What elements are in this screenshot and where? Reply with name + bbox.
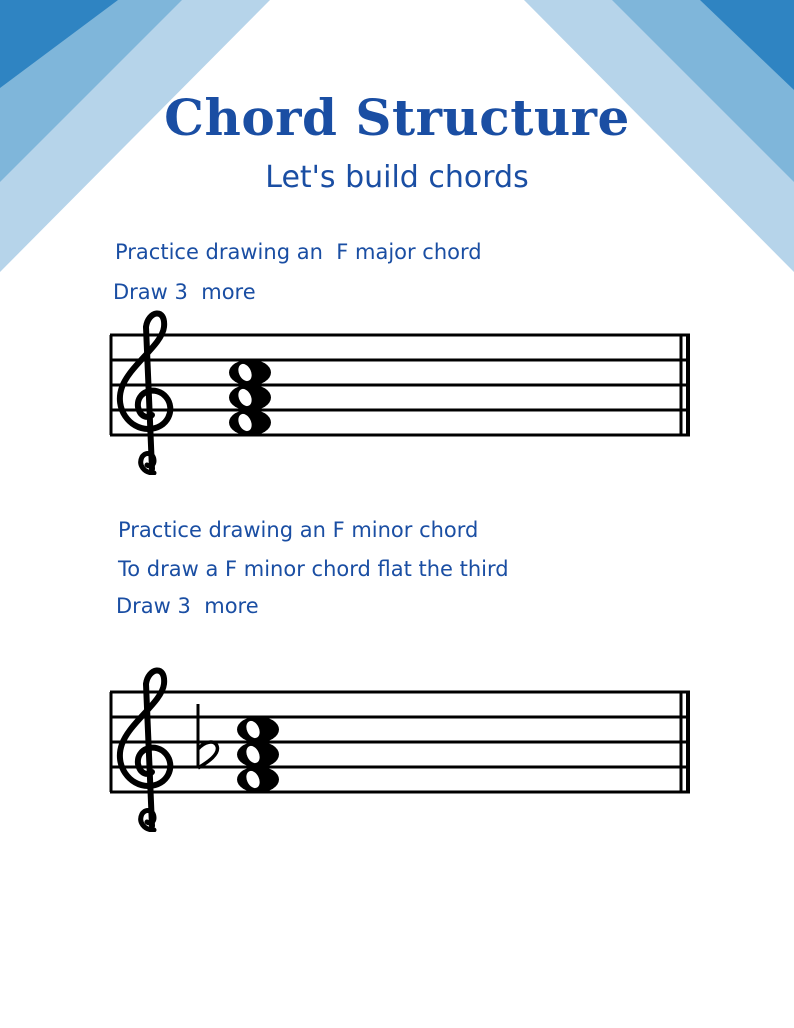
page-subtitle: Let's build chords — [265, 160, 529, 195]
minor-tip: To draw a F minor chord flat the third — [118, 557, 509, 581]
page-title: Chord Structure — [164, 88, 630, 147]
minor-instruction: Practice drawing an F minor chord — [118, 518, 479, 542]
major-instruction: Practice drawing an F major chord — [115, 240, 482, 264]
flat-accidental-icon — [198, 704, 217, 768]
treble-clef-icon — [120, 313, 170, 473]
minor-draw-more: Draw 3 more — [116, 594, 259, 618]
f-major-chord-notes — [229, 360, 271, 436]
minor-chord-staff — [100, 662, 700, 832]
treble-clef-icon — [120, 670, 170, 830]
major-draw-more: Draw 3 more — [113, 280, 256, 304]
major-chord-staff — [100, 305, 700, 475]
f-minor-chord-notes — [237, 717, 279, 793]
